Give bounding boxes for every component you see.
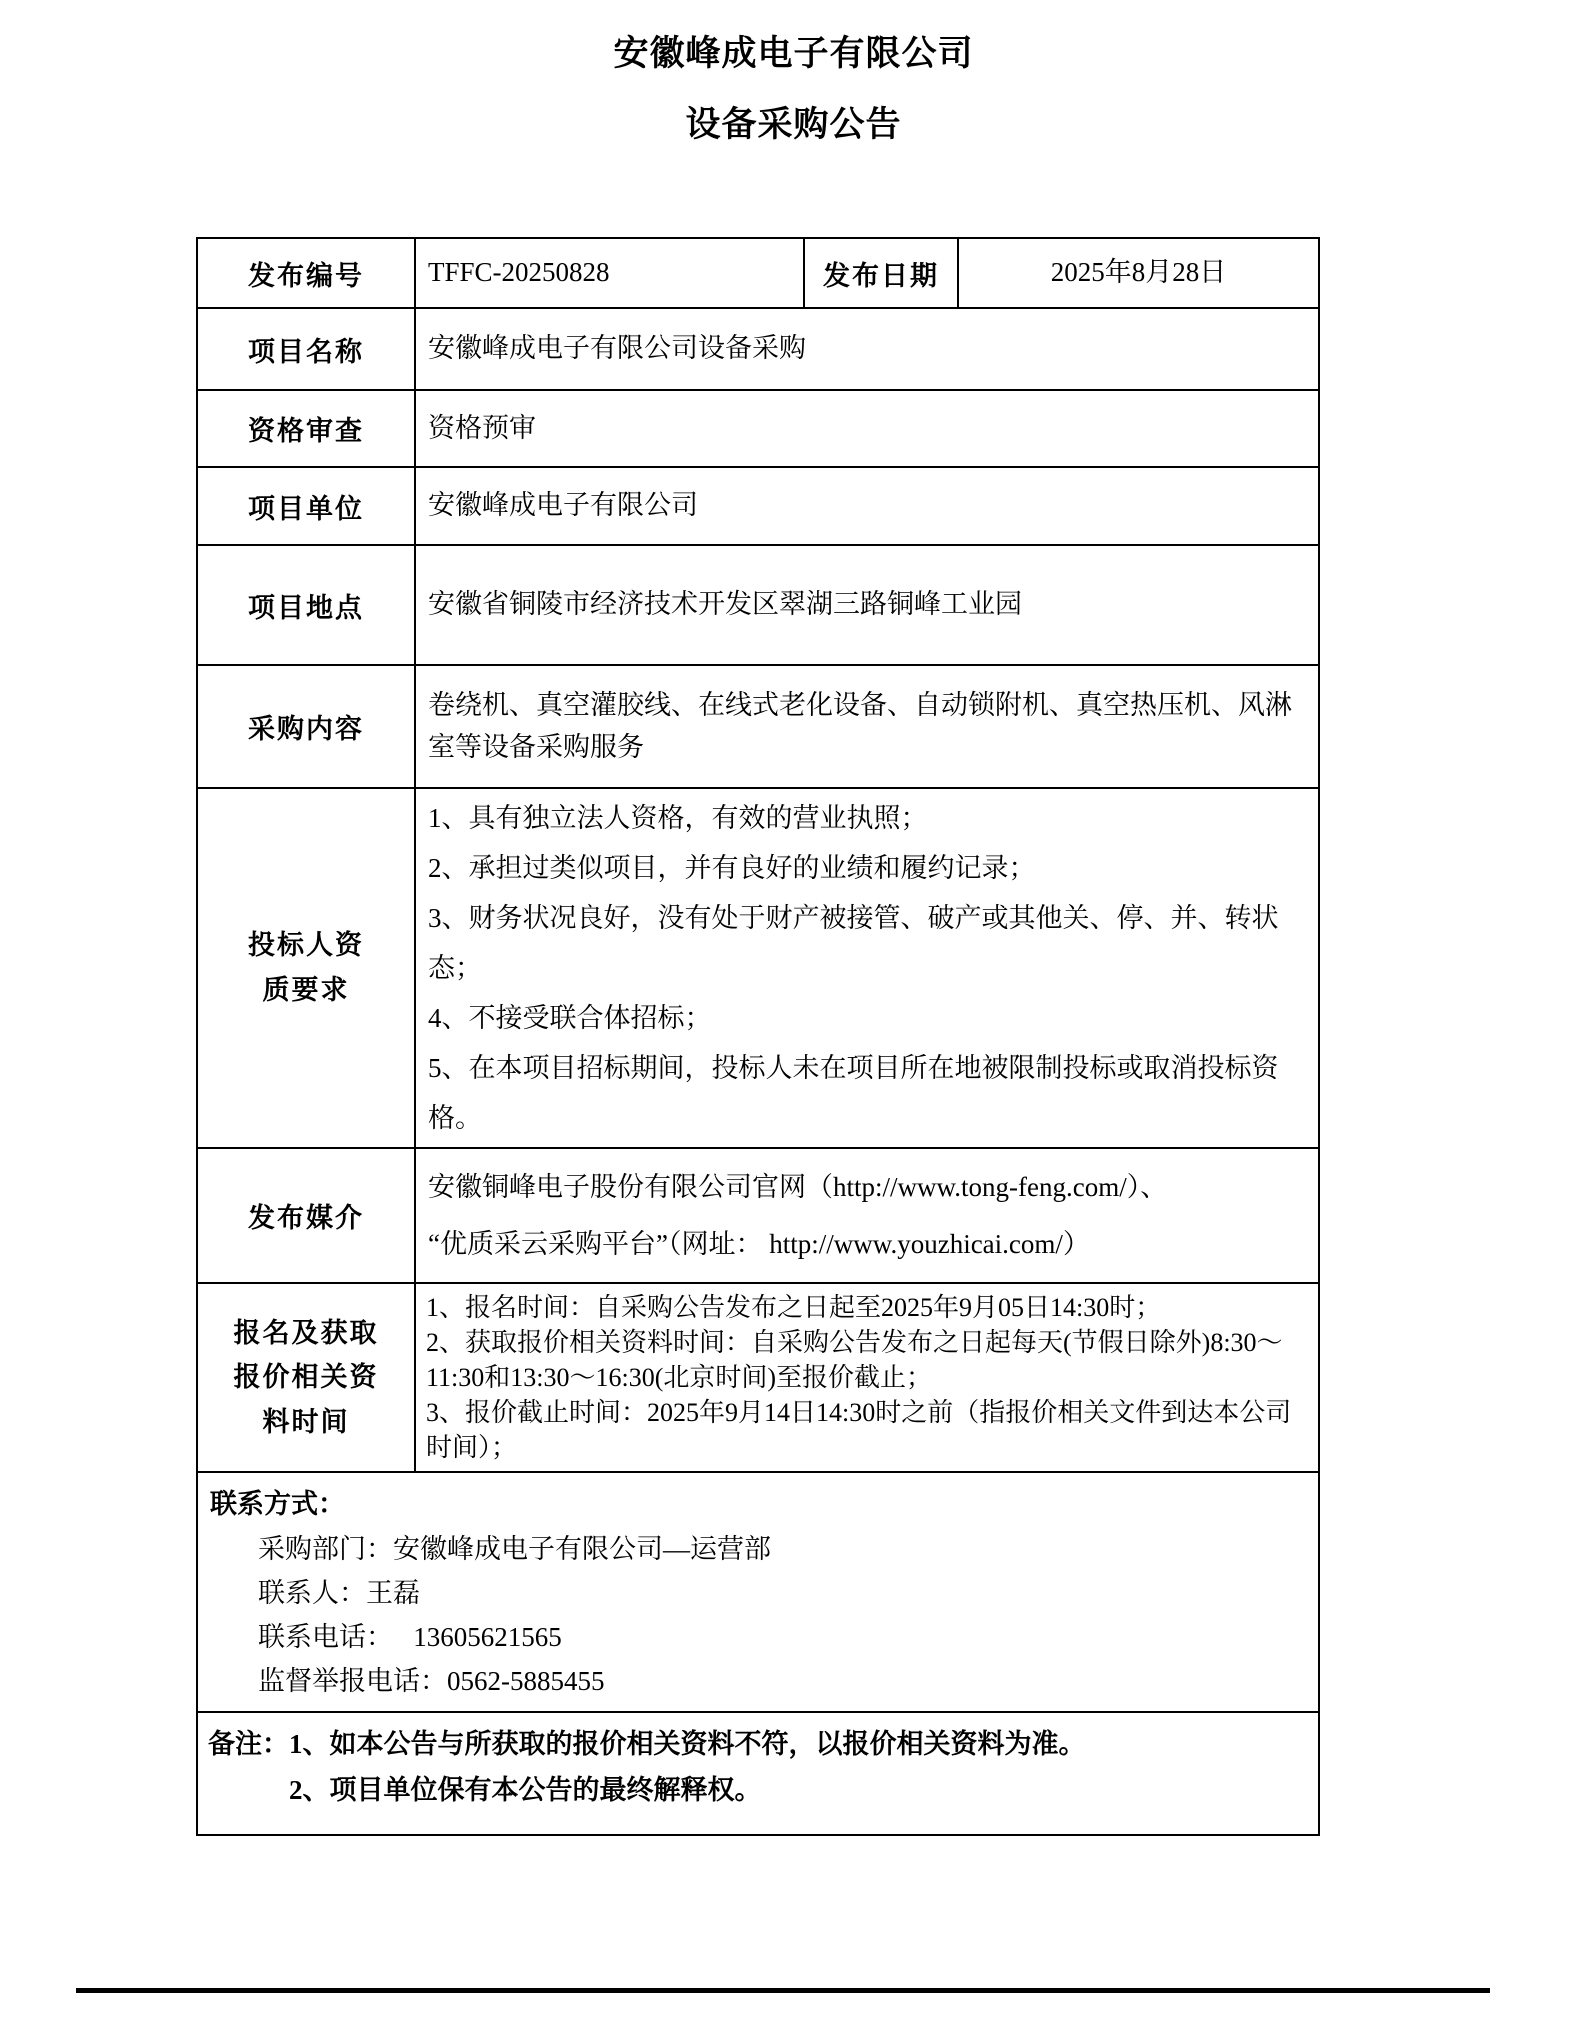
contact-department: 采购部门：安徽峰成电子有限公司—运营部 (258, 1534, 771, 1564)
label-procurement-content: 采购内容 (197, 665, 415, 788)
remarks-label: 备注： (208, 1729, 289, 1759)
contact-phone: 联系电话： 13605621565 (258, 1622, 562, 1652)
time-item: 1、报名时间：自采购公告发布之日起至2025年9月05日14:30时； (426, 1293, 1162, 1322)
row-project-name (197, 308, 1319, 390)
row-publish-number (197, 238, 1319, 308)
announcement-table (196, 237, 1320, 1836)
value-project-name: 安徽峰成电子有限公司设备采购 (415, 308, 1319, 390)
label-qualification-review: 资格审查 (197, 390, 415, 467)
value-project-location: 安徽省铜陵市经济技术开发区翠湖三路铜峰工业园 (415, 545, 1319, 665)
row-bidder-requirements (197, 788, 1319, 1148)
contact-section (197, 1472, 1319, 1712)
time-item: 2、获取报价相关资料时间：自采购公告发布之日起每天(节假日除外)8:30～11:30和13:30～16:30(北京时间)至报价截止； (426, 1328, 1283, 1392)
contact-heading: 联系方式： (210, 1489, 345, 1519)
footer-divider (76, 1988, 1490, 1993)
value-qualification-review: 资格预审 (415, 390, 1319, 467)
requirement-item: 1、具有独立法人资格，有效的营业执照； (428, 803, 928, 833)
company-title: 安徽峰成电子有限公司 (613, 34, 974, 73)
contact-lines (258, 1527, 1306, 1703)
row-project-unit (197, 467, 1319, 545)
label-registration-time (197, 1283, 415, 1472)
media-line: “优质采云采购平台”（网址： http://www.youzhicai.com/） (428, 1228, 1090, 1259)
label-project-location: 项目地点 (197, 545, 415, 665)
remarks-section (197, 1712, 1319, 1835)
remark-item: 2、项目单位保有本公告的最终解释权。 (289, 1775, 762, 1805)
value-registration-time (415, 1283, 1319, 1472)
label-publish-number: 发布编号 (197, 238, 415, 308)
value-project-unit: 安徽峰成电子有限公司 (415, 467, 1319, 545)
remark-item: 1、如本公告与所获取的报价相关资料不符，以报价相关资料为准。 (289, 1729, 1086, 1759)
label-bidder-requirements (197, 788, 415, 1148)
row-procurement-content (197, 665, 1319, 788)
row-project-location (197, 545, 1319, 665)
bidder-requirements-label-text: 投标人资质要求 (248, 930, 364, 1005)
row-remarks (197, 1712, 1319, 1835)
row-registration-time (197, 1283, 1319, 1472)
announcement-title: 设备采购公告 (685, 105, 902, 144)
value-publish-number: TFFC-20250828 (415, 238, 804, 308)
row-publish-media (197, 1148, 1319, 1283)
row-contact (197, 1472, 1319, 1712)
label-project-name: 项目名称 (197, 308, 415, 390)
label-project-unit: 项目单位 (197, 467, 415, 545)
requirement-item: 2、承担过类似项目，并有良好的业绩和履约记录； (428, 853, 1036, 883)
label-publish-media: 发布媒介 (197, 1148, 415, 1283)
time-item: 3、报价截止时间：2025年9月14日14:30时之前（指报价相关文件到达本公司时间）； (426, 1398, 1292, 1462)
requirement-item: 4、不接受联合体招标； (428, 1003, 712, 1033)
contact-person: 联系人：王磊 (258, 1578, 420, 1608)
label-publish-date: 发布日期 (804, 238, 958, 308)
value-procurement-content: 卷绕机、真空灌胶线、在线式老化设备、自动锁附机、真空热压机、风淋室等设备采购服务 (415, 665, 1319, 788)
requirement-item: 3、财务状况良好，没有处于财产被接管、破产或其他关、停、并、转状态； (428, 903, 1279, 983)
value-bidder-requirements (415, 788, 1319, 1148)
contact-report-phone: 监督举报电话：0562-5885455 (258, 1666, 605, 1696)
row-qualification-review (197, 390, 1319, 467)
media-line: 安徽铜峰电子股份有限公司官网（http://www.tong-feng.com/）、 (428, 1171, 1168, 1202)
requirement-item: 5、在本项目招标期间，投标人未在项目所在地被限制投标或取消投标资格。 (428, 1053, 1279, 1133)
value-publish-media (415, 1148, 1319, 1283)
value-publish-date: 2025年8月28日 (958, 238, 1319, 308)
registration-time-label-text: 报名及获取报价相关资料时间 (233, 1317, 379, 1437)
remarks-lines (289, 1721, 1086, 1813)
